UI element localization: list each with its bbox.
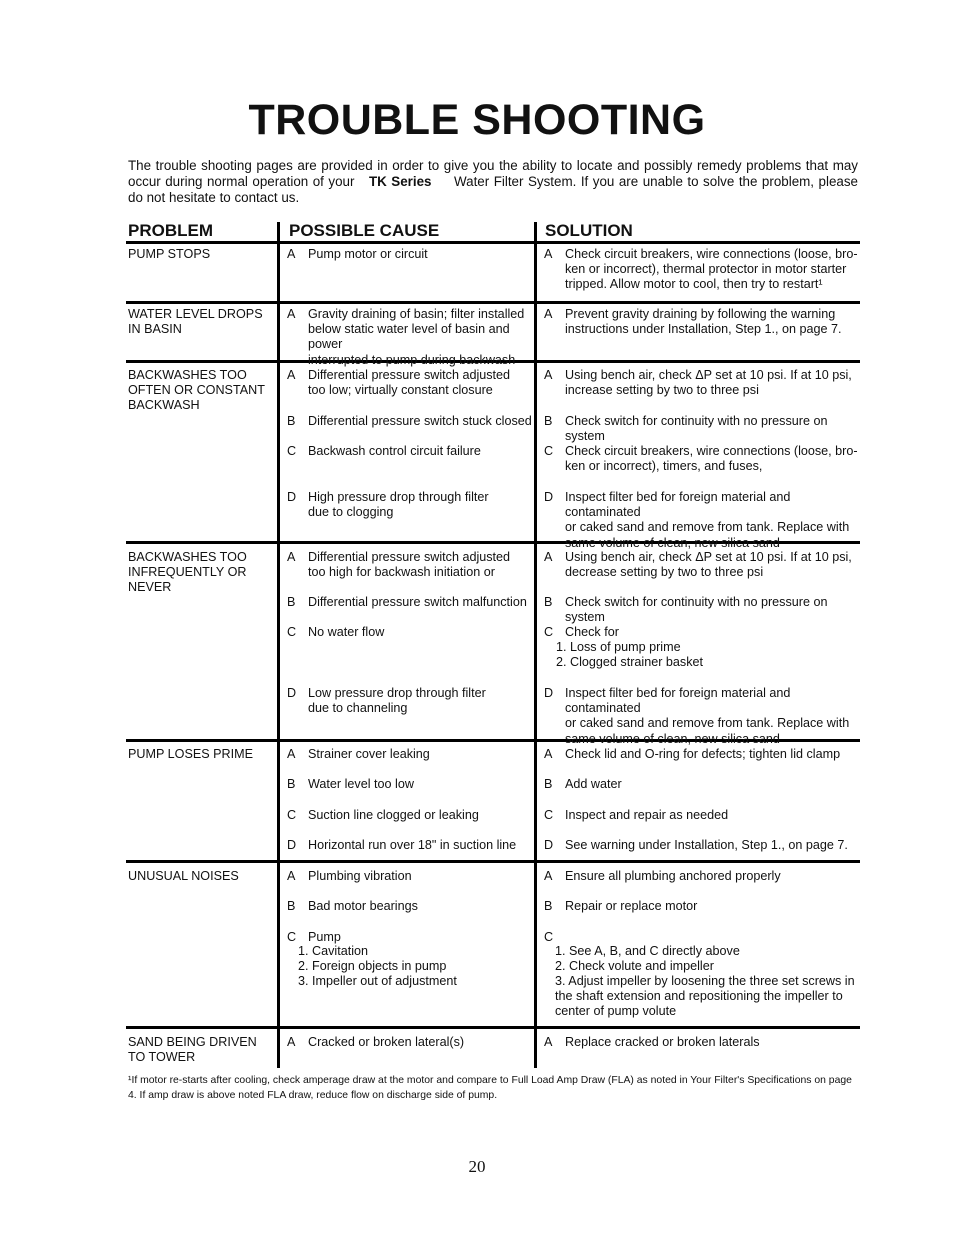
- problem-backwashes-too-often: BACKWASHES TOO OFTEN OR CONSTANT BACKWASH: [128, 368, 265, 413]
- section-rule: [126, 1026, 860, 1029]
- problem-water-level-drops: WATER LEVEL DROPS IN BASIN: [128, 307, 263, 337]
- intro-part1: The trouble shooting pages are provided in order to give you the ability to locate and possibly remedy problems that may occur during normal operation of your: [128, 158, 858, 189]
- problem-sand-being-driven: SAND BEING DRIVEN TO TOWER: [128, 1035, 257, 1065]
- sublist-item: 2. Clogged strainer basket: [556, 655, 704, 669]
- column-divider-1: [277, 222, 280, 1068]
- sublist-item: 1. See A, B, and C directly above: [555, 944, 740, 958]
- header-possible-cause: POSSIBLE CAUSE: [289, 221, 440, 240]
- sublist-item: 1. Cavitation: [298, 944, 369, 958]
- page-number: 20: [468, 1157, 486, 1176]
- sublist-item: 3. Impeller out of adjustment: [298, 974, 457, 988]
- section-rule: [126, 301, 860, 304]
- header-rule: [126, 241, 860, 244]
- section-rule: [126, 860, 860, 863]
- sublist-item: 2. Foreign objects in pump: [298, 959, 447, 973]
- footnote: ¹If motor re-starts after cooling, check amperage draw at the motor and compare to Full Load Amp Draw (FLA) as noted in Your Filter's Specifications on page 4. If amp draw is above noted FLA draw, reduce flow on discharge side of pump.: [128, 1075, 852, 1101]
- header-problem: PROBLEM: [128, 221, 213, 240]
- intro-part2: Water Filter System. If you are unable to solve the problem, please do not hesitate to contact us.: [128, 174, 858, 205]
- problem-unusual-noises: UNUSUAL NOISES: [128, 869, 239, 883]
- intro-paragraph: [128, 158, 858, 206]
- sublist-item: 2. Check volute and impeller: [555, 959, 714, 973]
- problem-backwashes-too-infrequently: BACKWASHES TOO INFREQUENTLY OR NEVER: [128, 550, 247, 595]
- product-series: TK Series: [368, 174, 432, 189]
- sublist-item: 1. Loss of pump prime: [556, 640, 681, 654]
- header-solution: SOLUTION: [545, 221, 633, 240]
- page-title: TROUBLE SHOOTING: [248, 96, 706, 144]
- sublist-item: 3. Adjust impeller by loosening the three set screws in the shaft extension and repositioning the impeller to center of pump volute: [555, 974, 855, 1019]
- problem-pump-loses-prime: PUMP LOSES PRIME: [128, 747, 254, 761]
- column-divider-2: [534, 222, 537, 1068]
- problem-pump-stops: PUMP STOPS: [128, 247, 211, 261]
